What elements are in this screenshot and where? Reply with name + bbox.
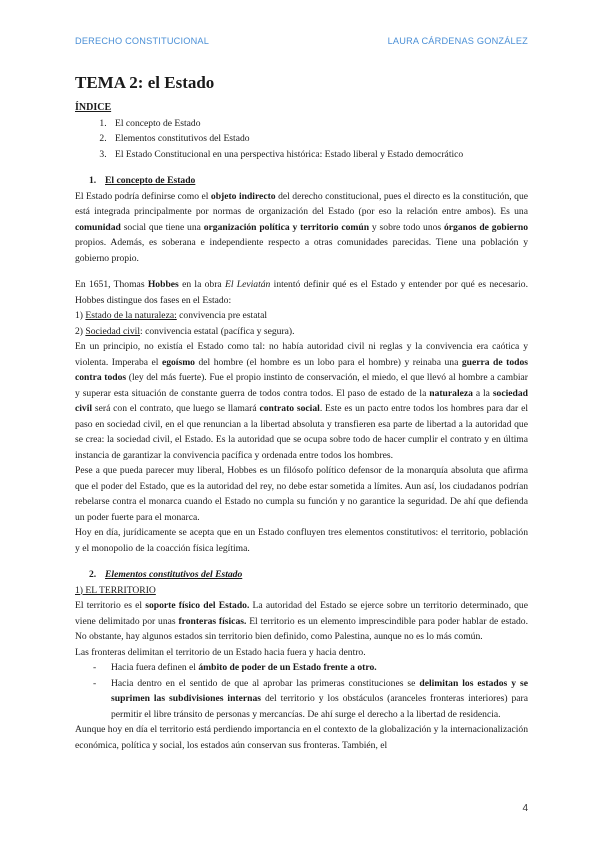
paragraph: Aunque hoy en día el territorio está perdiendo importancia en el contexto de la globalización y la internacionalización económica, política y social, los estados aún conservan sus fronteras. También, el bbox=[75, 724, 528, 751]
paragraph: Pese a que pueda parecer muy liberal, Hobbes es un filósofo político defensor de la monarquía absoluta que afirma que el poder del Estado, que es la autoridad del rey, no debe estar sometida a límites. Aun así, los ciudadanos podrían rebelarse contra el monarca cuando el Estado no cumpla su función y no garantice la seguridad. De ahí que defienda un poder fuerte para el monarca. bbox=[75, 465, 528, 523]
list-item: - Hacia fuera definen el ámbito de poder de un Estado frente a otro. bbox=[93, 660, 528, 676]
indice-item: 2. Elementos constitutivos del Estado bbox=[109, 131, 528, 147]
document-body bbox=[75, 72, 528, 753]
paragraph: El territorio es el soporte físico del Estado. La autoridad del Estado se ejerce sobre un territorio determinado, que viene delimitado por unas fronteras físicas. El territorio es un elemento imprescindible para poder hablar de estado. No obstante, hay algunos estados sin territorio bien definido, como Palestina, aunque no es lo más común. bbox=[75, 600, 529, 642]
list-item: - Hacia dentro en el sentido de que al aprobar las primeras constituciones se delimitan los estados y se suprimen las subdivisiones internas del territorio y los obstáculos (aranceles fronteras interiores) para permitir el libre tránsito de personas y mercancías. De ahí surge el derecho a la libertad de residencia. bbox=[93, 676, 528, 723]
phase-item: 2) Sociedad civil: convivencia estatal (pacífica y segura). bbox=[75, 325, 295, 337]
subsection-heading: 1) EL TERRITORIO bbox=[75, 584, 156, 596]
paragraph: En 1651, Thomas Hobbes en la obra El Leviatán intentó definir qué es el Estado y entender por qué es necesario. Hobbes distingue dos fases en el Estado: bbox=[75, 279, 528, 306]
section-1-heading: 1. El concepto de Estado bbox=[89, 175, 196, 186]
section-2-heading: 2. Elementos constitutivos del Estado bbox=[89, 569, 243, 580]
paragraph: Las fronteras delimitan el territorio de un Estado hacia fuera y hacia dentro. bbox=[75, 646, 366, 658]
paragraph: En un principio, no existía el Estado como tal: no había autoridad civil ni reglas y la convivencia era caótica y violenta. Imperaba el egoísmo del hombre (el hombre es un lobo para el hombre) y reinaba una guerra de todos contra todos (ley del más fuerte). Fue el propio instinto de conservación, el miedo, el que llevó al hombre a cambiar y superar esta situación de constante guerra de todos contra todos. El paso de estado de la naturaleza a la sociedad civil será con el contrato, que luego se llamará contrato social. Este es un pacto entre todos los hombres para dar el paso en sociedad civil, en el que renuncian a la libertad absoluta y transfieren esa parte de libertad a la autoridad que se crea: la sociedad civil, el Estado. Es la autoridad que se ocupa sobre todo de hacer cumplir el contrato y en última instancia de garantizar la convivencia pacífica y ordenada entre todos los hombres. bbox=[75, 341, 529, 461]
page-title: TEMA 2: el Estado bbox=[75, 73, 215, 92]
indice-item: 3. El Estado Constitucional en una perspectiva histórica: Estado liberal y Estado democrático bbox=[109, 147, 528, 163]
phase-item: 1) Estado de la naturaleza: convivencia pre estatal bbox=[75, 310, 268, 321]
indice-list bbox=[75, 116, 528, 163]
page-number: 4 bbox=[522, 803, 528, 814]
indice-item: 1. El concepto de Estado bbox=[109, 116, 528, 132]
header-right: LAURA CÁRDENAS GONZÁLEZ bbox=[387, 36, 528, 46]
paragraph: El Estado podría definirse como el objeto indirecto del derecho constitucional, pues el directo es la constitución, que está integrada principalmente por normas de organización del Estado (por eso la relación entre ambos). Es una comunidad social que tiene una organización política y territorio común y sobre todo unos órganos de gobierno propios. Además, es soberana e independiente respecto a otras comunidades parecidas. Tiene una población y gobierno propio. bbox=[75, 190, 529, 264]
indice-title: ÍNDICE bbox=[75, 102, 112, 113]
header-left: DERECHO CONSTITUCIONAL bbox=[75, 36, 210, 46]
paragraph: Hoy en día, jurídicamente se acepta que en un Estado confluyen tres elementos constitutivos: el territorio, población y el monopolio de la coacción física legítima. bbox=[75, 527, 528, 554]
dash-list bbox=[75, 660, 528, 722]
